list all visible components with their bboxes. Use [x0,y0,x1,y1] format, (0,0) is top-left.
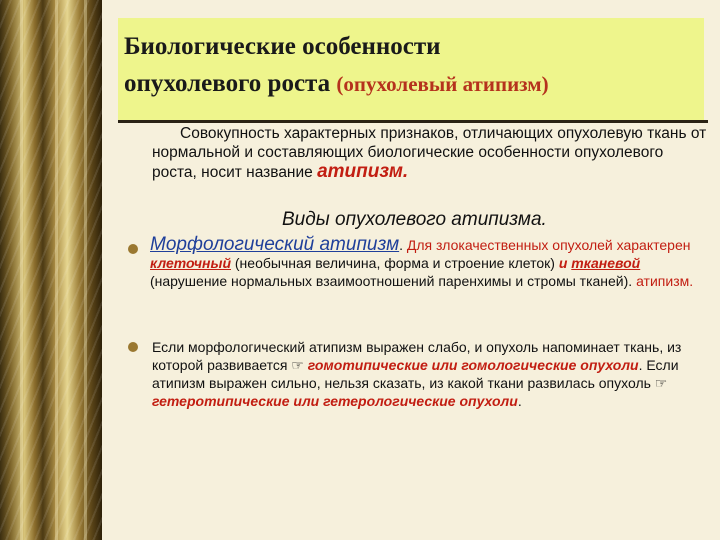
pointing-hand-icon: ☞ [654,375,668,391]
bullet-1-tissue: тканевой [571,255,641,271]
title-line-2: опухолевого роста [124,70,331,97]
intro-text: Совокупность характерных признаков, отличающих опухолевую ткань от нормальной и составляющих биологические особенности опухолевого роста, носит название [152,125,707,181]
sidebar-stripe [55,0,58,540]
bullet-2-text-1: Если морфологический атипизм выражен слабо, и опухоль напоминает ткань, из которой развивается [152,339,682,373]
sidebar-stripe [20,0,23,540]
title-subtitle: (опухолевый атипизм) [336,72,549,96]
bullet-morphological [150,236,708,290]
bullet-1-and: и [558,255,568,271]
bullet-homotypic [152,338,708,410]
intro-term: атипизм. [317,161,409,182]
bullet-1-cellular: клеточный [150,255,231,271]
title-divider [118,120,708,123]
bullet-icon [128,244,138,254]
decorative-sidebar [0,0,102,540]
pointing-hand-icon: ☞ [291,357,304,373]
intro-paragraph [152,124,712,182]
bullet-1-text-7: атипизм. [636,273,694,289]
bullet-1-text-3: (необычная величина, форма и строение клеток) [234,255,555,271]
bullet-1-dot: . [399,237,404,253]
bullet-1-text-6: (нарушение нормальных взаимоотношений паренхимы и стромы тканей). [150,273,633,289]
bullet-1-lead: Морфологический атипизм [150,234,400,255]
sidebar-stripe [84,0,87,540]
bullet-2-text-3: . Если атипизм выражен сильно, нельзя сказать, из какой ткани развилась опухоль [152,357,679,391]
bullet-2-heterotypic: гетеротипические или гетерологические опухоли [152,393,518,409]
bullet-2-text-5: . [517,393,522,409]
slide-title [124,28,704,103]
bullet-2-homotypic: гомотипические или гомологические опухоли [307,357,639,373]
section-heading: Виды опухолевого атипизма. [282,209,547,230]
title-line-1: Биологические особенности [124,33,441,60]
bullet-1-text-1: Для злокачественных опухолей характерен [406,237,691,253]
bullet-icon [128,342,138,352]
